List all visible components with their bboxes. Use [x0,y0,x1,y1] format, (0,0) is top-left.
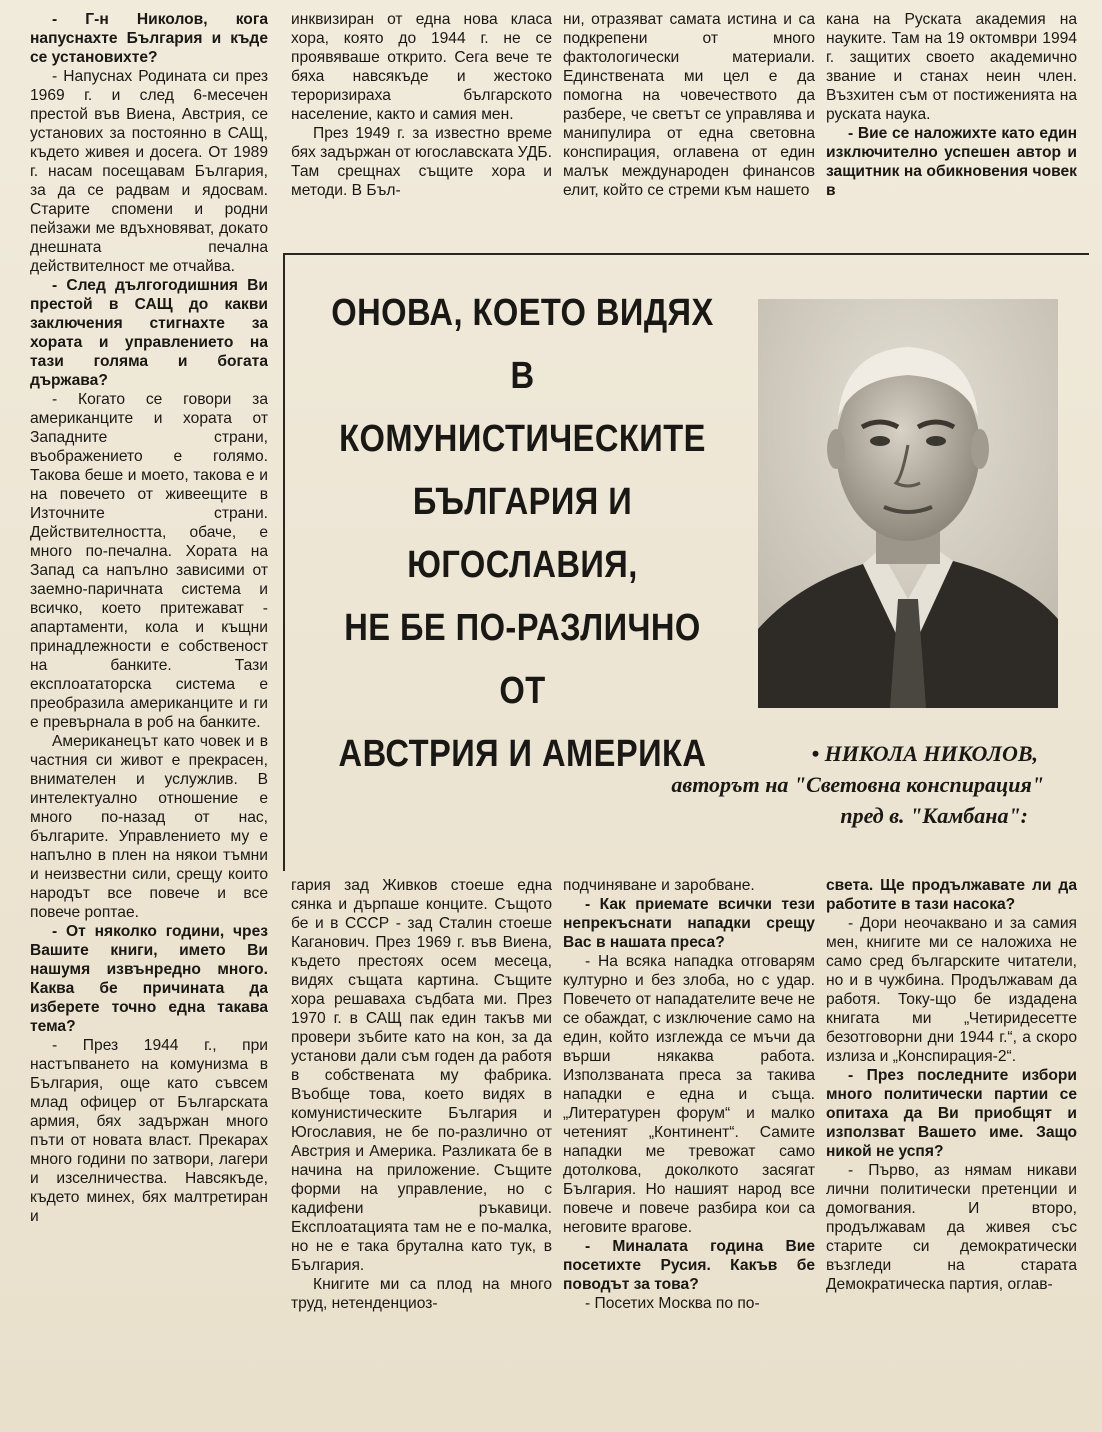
answer-paragraph: ни, отразяват самата истина и са подкрепени от много фактологически материали. Единствената ми цел е да помогна на човечеството да разбере, че светът се управлява и манипулира от една световна конспирация, оглавена от един малък международен финансов елит, който се стреми към нашето [563,11,815,199]
article-column-3 [563,10,815,248]
article-column-4 [826,10,1077,248]
newspaper-credit: пред в. "Камбана": [840,803,1028,828]
answer-paragraph: Американецът като човек и в частния си живот е прекрасен, внимателен и услужлив. В интелектуално отношение е много по-назад от нас, българите. Управлението му е напълно в плен на някои тъмни и неизвестни сили, срещу които народът все повече и все повече роптае. [30,733,268,921]
headline-line: АВСТРИЯ И АМЕРИКА [338,733,707,775]
question-paragraph: - Как приемате всички тези непрекъснати нападки срещу Вас в нашата преса? [563,896,815,951]
headline-line: ЮГОСЛАВИЯ, [407,544,638,586]
headline-line: ОНОВА, КОЕТО ВИДЯХ [331,292,714,334]
question-paragraph: - След дългогодишния Ви престой в САЩ до какви заключения стигнахте за хората и управлението на тази голяма и богата държава? [30,277,268,389]
headline-line: ОТ [499,670,546,712]
question-paragraph: - Миналата година Вие посетихте Русия. Какъв бе поводът за това? [563,1238,815,1293]
answer-paragraph: Книгите ми са плод на много труд, нетенденциоз- [291,1276,552,1312]
answer-paragraph: кана на Руската академия на науките. Там на 19 октомври 1994 г. защитих своето академично звание и станах неин член. Възхитен съм от постиженията на руската наука. [826,11,1077,123]
headline-line: БЪЛГАРИЯ И [412,481,633,523]
answer-paragraph: подчиняване и заробване. [563,877,755,894]
answer-paragraph: инквизиран от една нова класа хора, която до 1944 г. не се проявяваше открито. Сега вече те бяха навсякъде и жестоко тероризираха българското население, както и самия мен. [291,11,552,123]
answer-paragraph: - Напуснах Родината си през 1969 г. и след 6-месечен престой във Виена, Австрия, се установих за постоянно в САЩ, където живея и досега. От 1989 г. насам посещавам България, за да се радвам и ядосвам. Старите спомени и родни пейзажи ме вдъхновяват, докато днешната печална действителност ме отчайва. [30,68,268,275]
article-column-5 [291,876,552,1421]
question-paragraph: света. Ще продължавате ли да работите в тази насока? [826,877,1077,913]
portrait-photo [758,299,1058,708]
answer-paragraph: - На всяка нападка отговарям културно и без злоба, но с удар. Повечето от нападателите вече не се обаждат, с изключение само на един, който изглежда се мъчи да върши някаква работа. Използваната преса за такива нападки е една и съща. „Литературен форум“ и малко четеният „Континент“. Самите нападки ме тревожат само дотолкова, доколкото засягат България. Но нашият народ все повече и повече разбира кои са неговите врагове. [563,953,815,1236]
answer-paragraph: - Посетих Москва по по- [585,1295,760,1312]
headline-line: В КОМУНИСТИЧЕСКИТЕ [339,355,706,460]
author-name: • НИКОЛА НИКОЛОВ, [811,741,1038,766]
article-column-6 [563,876,815,1421]
author-role: авторът на "Световна конспирация" [671,772,1044,797]
article-column-7 [826,876,1077,1421]
article-column-2 [291,10,552,248]
answer-paragraph: - Първо, аз нямам никави лични политически претенции и домогвания. И второ, продължавам да живея със старите си демократически възгледи на старата Демократическа партия, оглав- [826,1162,1077,1293]
headline-line: НЕ БЕ ПО-РАЗЛИЧНО [344,607,701,649]
answer-paragraph: През 1949 г. за известно време бях задържан от югославската УДБ. Там срещнах същите хора и методи. В Бъл- [291,125,552,199]
headline [331,282,714,786]
answer-paragraph: гария зад Живков стоеше една сянка и дърпаше конците. Същото бе и в СССР - зад Сталин стоеше Каганович. През 1969 г. във Виена, където престоях осем месеца, видях същата картина. Същите хора решаваха съдбата ми. През 1970 г. в САЩ пак един такъв ми провери зъбите като на кон, за да установи дали съм годен да работя в собствената му фабрика. Въобще това, което видях в комунистическите България и Югославия, не бе по-различно от Австрия и Америка. Разликата бе в начина на приложение. Същите форми на управление, но с кадифени ръкавици. Експлоатацията там не е по-малка, но не е така брутална като тук, в България. [291,877,552,1274]
answer-paragraph: - Дори неочаквано и за самия мен, книгите ми се наложиха не само сред българските читатели, но и в чужбина. Продължавам да работя. Току-що бе издадена книгата ми „Четиридесетте безотговорни дни 1944 г.“, а скоро излиза и „Конспирация-2“. [826,915,1077,1065]
question-paragraph: - Г-н Николов, кога напуснахте България и къде се установихте? [30,11,268,66]
portrait-illustration [758,299,1058,708]
answer-paragraph: - Когато се говори за американците и хората от Западните страни, въображението е голямо. Такова беше и моето, такова е и на повечето от живеещите в Източните страни. Действителността, обаче, е много по-печална. Хората на Запад са напълно зависими от заемно-паричната система и всичко, което притежават - апартаменти, кола и къщни принадлежности е собственост на банките. Тази експлоататорска система е преобразила американците и ги е превърнала в роб на банките. [30,391,268,731]
byline [560,738,1044,831]
question-paragraph: - Вие се наложихте като един изключително успешен автор и защитник на обикновения човек в [826,125,1077,199]
question-paragraph: - От няколко години, чрез Вашите книги, името Ви нашумя извънредно много. Каква бе причината да изберете точно една такава тема? [30,923,268,1035]
answer-paragraph: - През 1944 г., при настъпването на комунизма в България, още като съвсем млад офицер от Българската армия, бях задържан много пъти от новата власт. Прекарах много години по затвори, лагери и изселничества. Навсякъде, където минех, бях малтретиран и [30,1037,268,1225]
article-column-1 [30,10,268,1420]
question-paragraph: - През последните избори много политически партии се опитаха да Ви приобщят и използват Вашето име. Защо никой не успя? [826,1067,1077,1160]
